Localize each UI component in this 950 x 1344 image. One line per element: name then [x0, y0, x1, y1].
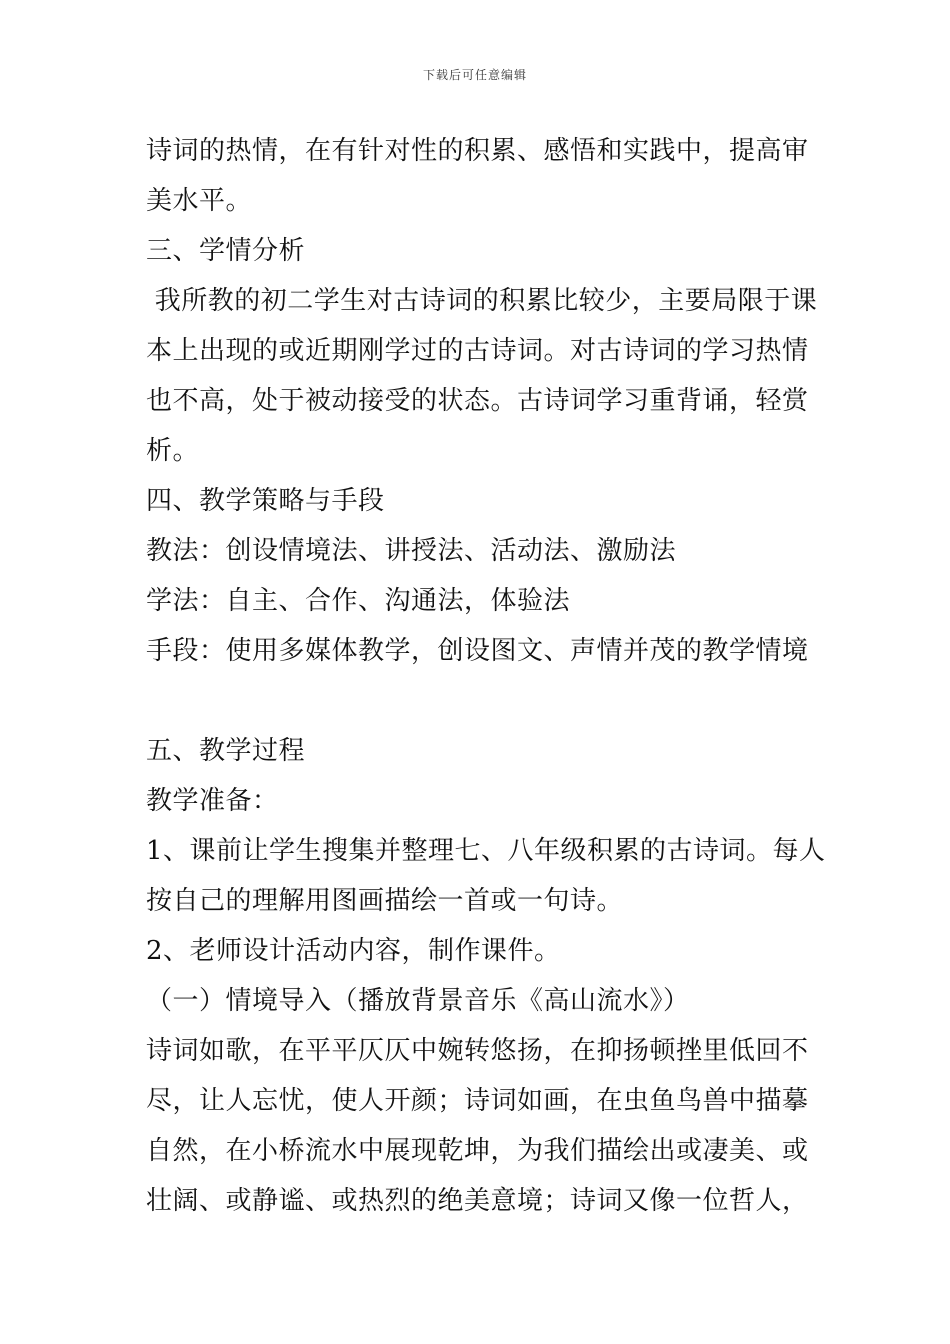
body-line: 诗词的热情，在有针对性的积累、感悟和实践中，提高审	[146, 136, 809, 166]
section-heading: 三、学情分析	[146, 236, 306, 266]
section-heading: 五、教学过程	[146, 736, 306, 766]
body-line: 壮阔、或静谧、或热烈的绝美意境；诗词又像一位哲人，	[146, 1186, 809, 1216]
body-line: 教法：创设情境法、讲授法、活动法、激励法	[146, 536, 677, 566]
body-line: 学法：自主、合作、沟通法，体验法	[146, 586, 571, 616]
body-line: 我所教的初二学生对古诗词的积累比较少，主要局限于课	[146, 286, 818, 316]
document-body	[146, 126, 826, 1226]
body-line: 尽，让人忘忧，使人开颜；诗词如画，在虫鱼鸟兽中描摹	[146, 1086, 809, 1116]
body-line: 也不高，处于被动接受的状态。古诗词学习重背诵，轻赏	[146, 386, 809, 416]
subsection-heading: （一）情境导入（播放背景音乐《高山流水》）	[146, 986, 690, 1016]
body-line: 诗词如歌，在平平仄仄中婉转悠扬，在抑扬顿挫里低回不	[146, 1036, 809, 1066]
section-heading: 四、教学策略与手段	[146, 486, 385, 516]
body-line: 教学准备：	[146, 786, 279, 816]
body-line: 美水平。	[146, 186, 253, 216]
body-line: 自然，在小桥流水中展现乾坤，为我们描绘出或凄美、或	[146, 1136, 809, 1166]
body-line: 本上出现的或近期刚学过的古诗词。对古诗词的学习热情	[146, 336, 809, 366]
page-header-note: 下载后可任意编辑	[422, 68, 527, 82]
body-line: 1、课前让学生搜集并整理七、八年级积累的古诗词。每人	[146, 836, 826, 866]
body-line: 2、老师设计活动内容，制作课件。	[146, 936, 561, 966]
body-line: 析。	[146, 436, 200, 466]
blank-line	[146, 676, 816, 726]
body-line: 按自己的理解用图画描绘一首或一句诗。	[146, 886, 624, 916]
body-line: 手段：使用多媒体教学，创设图文、声情并茂的教学情境	[146, 636, 809, 666]
